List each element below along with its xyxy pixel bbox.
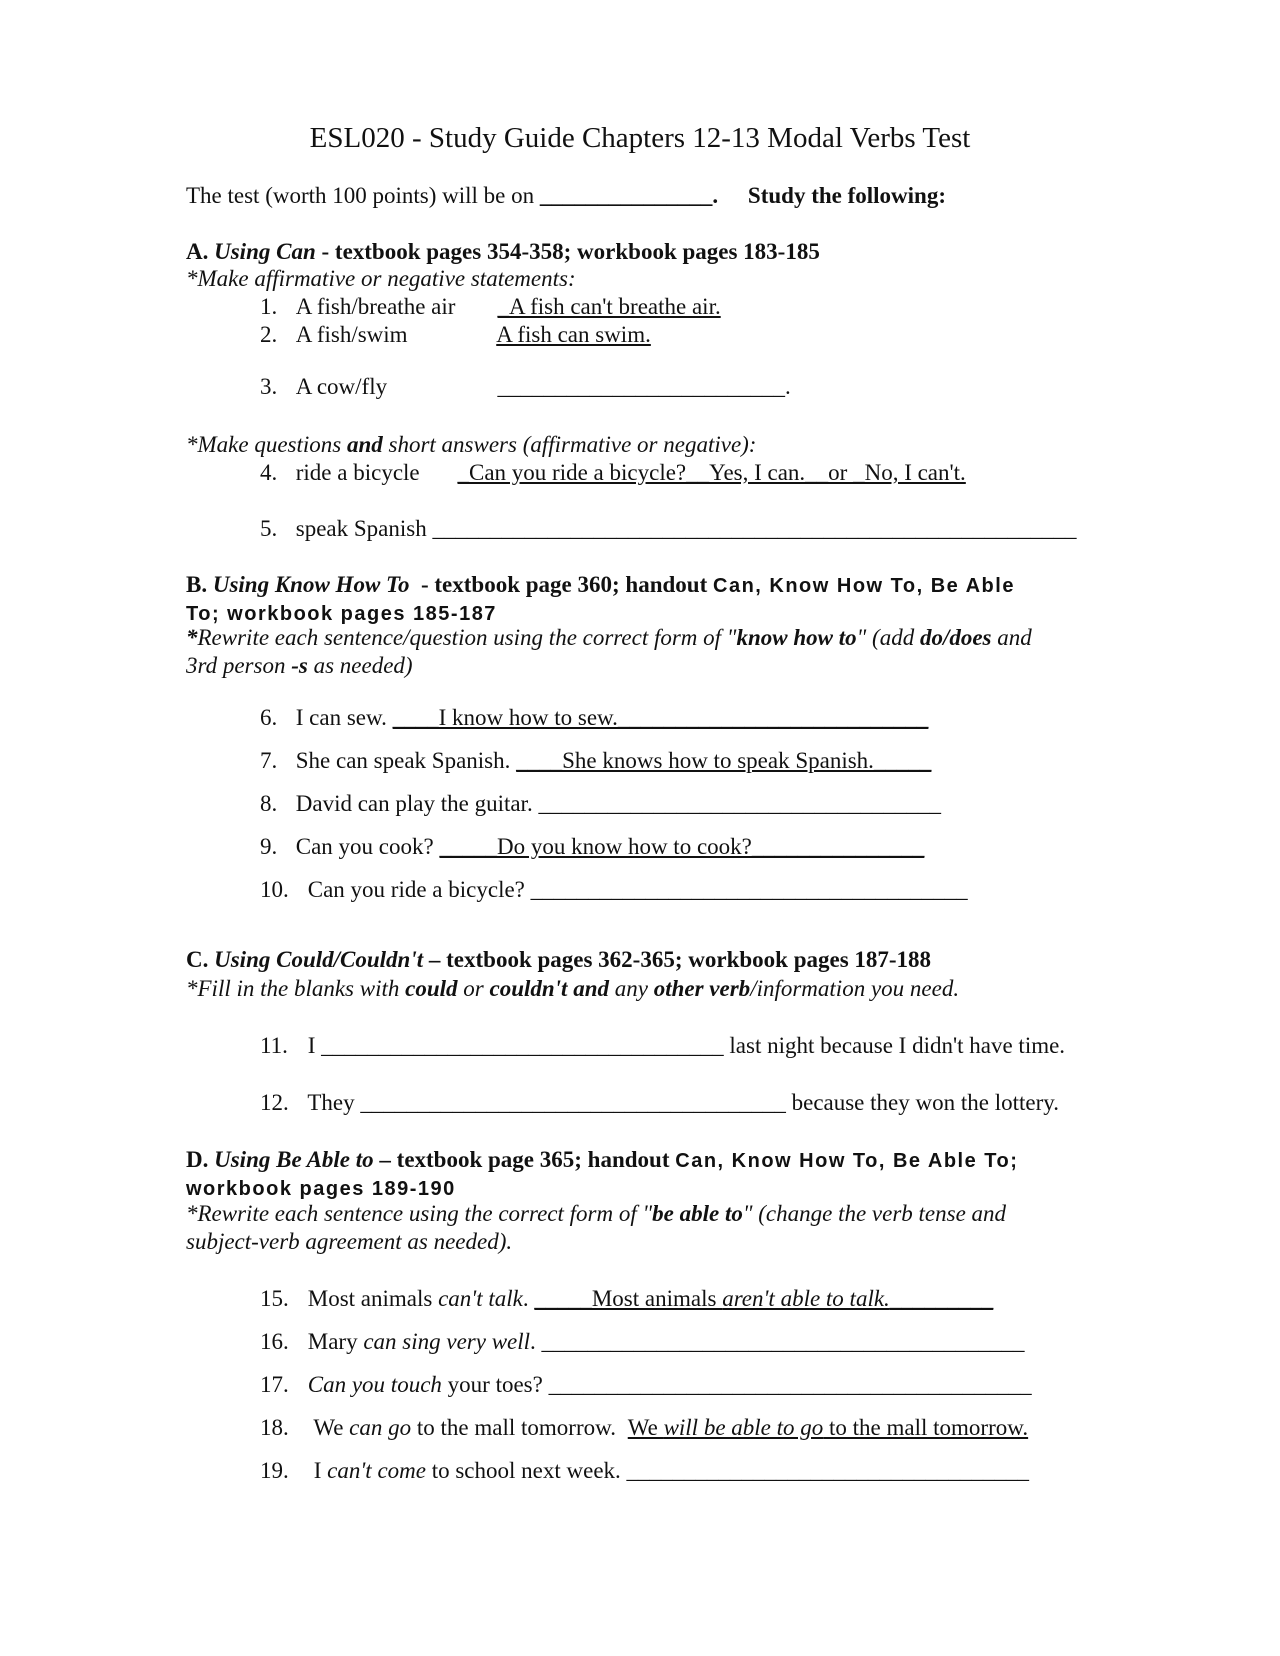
item-18-answer-c: to the mall tomorrow. [823, 1415, 1029, 1440]
item-2-prompt: A fish/swim [295, 322, 408, 347]
item-15-number: 15. [260, 1286, 289, 1311]
item-2-number: 2. [260, 322, 278, 347]
item-15 [260, 1285, 993, 1314]
item-16-prompt-c: . [530, 1329, 536, 1354]
item-1-prompt: A fish/breathe air [295, 294, 456, 319]
item-10 [260, 876, 968, 905]
item-16-answer-blank: __________________________________________ [541, 1329, 1025, 1354]
item-17-prompt-a: Can you touch [307, 1372, 442, 1397]
item-3-number: 3. [260, 374, 278, 399]
item-11 [260, 1032, 1065, 1061]
instr-2-part-b: and [346, 432, 383, 457]
item-7 [260, 747, 931, 776]
item-8 [260, 790, 941, 819]
item-16 [260, 1328, 1025, 1357]
section-d-heading [186, 1146, 1018, 1175]
section-b-instruction-2 [186, 652, 413, 681]
intro-line [186, 182, 946, 211]
item-2 [260, 321, 651, 350]
section-d-pages: – textbook page 365; handout [373, 1147, 676, 1172]
item-7-number: 7. [260, 748, 278, 773]
section-c-instr-2: could [405, 976, 458, 1001]
item-8-prompt: David can play the guitar. [295, 791, 533, 816]
item-18-answer-b: will be able to go [663, 1415, 824, 1440]
item-9-prompt: Can you cook? [295, 834, 434, 859]
item-18-prompt-a: We [313, 1415, 350, 1440]
item-12-end: because they won the lottery. [791, 1090, 1059, 1115]
section-b-instr-4: do/does [919, 625, 992, 650]
item-1 [260, 293, 721, 322]
item-15-prompt-c: . [522, 1286, 529, 1311]
item-10-answer-blank: ______________________________________ [530, 877, 968, 902]
item-19-prompt-a: I [313, 1458, 328, 1483]
item-17-number: 17. [260, 1372, 289, 1397]
item-16-prompt-b: can sing very well [363, 1329, 531, 1354]
section-c-pages: – textbook pages 362-365; workbook pages 187-188 [423, 947, 932, 972]
item-15-answer [534, 1286, 993, 1311]
item-1-answer: _A fish can't breathe air. [497, 294, 721, 319]
item-1-number: 1. [260, 294, 278, 319]
item-11-number: 11. [260, 1033, 288, 1058]
section-b-pages: - textbook page 360; handout [409, 572, 713, 597]
item-18-answer-a: We [627, 1415, 664, 1440]
section-d-instr-3: " (change the verb tense and [742, 1201, 1007, 1226]
item-3 [260, 373, 791, 402]
item-8-answer-blank: ___________________________________ [538, 791, 941, 816]
section-c-instruction [186, 975, 959, 1004]
item-4-number: 4. [260, 460, 278, 485]
instr-2-part-a: *Make questions [186, 432, 347, 457]
item-18-number: 18. [260, 1415, 289, 1440]
item-16-prompt-a: Mary [307, 1329, 364, 1354]
section-d-letter: D. [186, 1147, 209, 1172]
page-title: ESL020 - Study Guide Chapters 12-13 Modal Verbs Test [309, 122, 971, 154]
section-d-handout-line-2: workbook pages 189-190 [186, 1178, 456, 1200]
section-d-handout-line-1: Can, Know How To, Be Able To; [675, 1150, 1019, 1172]
item-5-number: 5. [260, 516, 278, 541]
section-c-instr-4: couldn't and [489, 976, 609, 1001]
item-15-prompt-b: can't talk [438, 1286, 523, 1311]
item-19 [260, 1457, 1029, 1486]
item-6-answer: ____I know how to sew.___________________________ [392, 705, 929, 730]
section-b-letter: B. [186, 572, 208, 597]
item-9-number: 9. [260, 834, 278, 859]
item-10-prompt: Can you ride a bicycle? [307, 877, 525, 902]
section-d-title: Using Be Able to [214, 1147, 374, 1172]
item-19-prompt-b: can't come [327, 1458, 426, 1483]
item-6-prompt: I can sew. [295, 705, 387, 730]
item-18-prompt-b: can go [349, 1415, 412, 1440]
section-b-instr-3: " (add [856, 625, 920, 650]
item-12-blank: _____________________________________ [360, 1090, 786, 1115]
section-d-instruction-2: subject-verb agreement as needed). [186, 1229, 513, 1254]
section-c-instr-3: or [457, 976, 490, 1001]
item-18-answer [628, 1415, 1028, 1440]
item-15-answer-c: _________ [889, 1286, 994, 1311]
section-c-instr-1: *Fill in the blanks with [186, 976, 406, 1001]
section-b-instruction-1 [186, 624, 1032, 653]
item-6-number: 6. [260, 705, 278, 730]
section-b-heading [186, 571, 1015, 600]
section-b-instr-1: Rewrite each sentence/question using the correct form of " [197, 625, 737, 650]
item-12-start: They [307, 1090, 355, 1115]
item-4 [260, 459, 966, 488]
test-date-blank: _______________. [539, 183, 719, 208]
study-label: Study the following: [747, 183, 946, 208]
item-3-prompt: A cow/fly [295, 374, 388, 399]
section-c-letter: C. [186, 947, 209, 972]
item-11-start: I [307, 1033, 316, 1058]
section-a-instruction-1: *Make affirmative or negative statements: [186, 266, 576, 291]
section-d-instr-1: *Rewrite each sentence using the correct form of " [186, 1201, 653, 1226]
section-c-instr-5: any [609, 976, 654, 1001]
item-3-answer-blank: _________________________. [497, 374, 791, 399]
item-9 [260, 833, 924, 862]
item-19-prompt-c: to school next week. [425, 1458, 621, 1483]
item-15-answer-a: _____Most animals [534, 1286, 723, 1311]
item-12 [260, 1089, 1059, 1118]
section-d-instr-2: be able to [652, 1201, 743, 1226]
item-8-number: 8. [260, 791, 278, 816]
item-6 [260, 704, 928, 733]
item-9-answer: _____Do you know how to cook?_______________ [439, 834, 925, 859]
item-5-prompt: speak Spanish [295, 516, 427, 541]
item-11-end: last night because I didn't have time. [729, 1033, 1066, 1058]
item-7-prompt: She can speak Spanish. [295, 748, 511, 773]
section-c-heading [186, 946, 931, 975]
section-b-handout-line-2: To; workbook pages 185-187 [186, 603, 497, 625]
section-b-title: Using Know How To [212, 572, 410, 597]
section-d-instruction-1 [186, 1200, 1006, 1229]
section-c-instr-6: other verb [653, 976, 751, 1001]
item-11-blank: ___________________________________ [321, 1033, 724, 1058]
section-b-instr-line2-a: 3rd person [186, 653, 292, 678]
item-5 [260, 515, 1076, 544]
section-c-title: Using Could/Couldn't [214, 947, 424, 972]
item-4-prompt: ride a bicycle [295, 460, 420, 485]
intro-text: The test (worth 100 points) will be on [186, 183, 535, 208]
section-a-instruction-2 [186, 431, 756, 460]
section-a-title: Using Can [214, 239, 316, 264]
section-b-handout-line-1: Can, Know How To, Be Able [713, 575, 1015, 597]
item-18 [260, 1414, 1028, 1443]
item-2-answer: A fish can swim. [496, 322, 651, 347]
item-5-answer-blank: ________________________________________________________ [432, 516, 1077, 541]
section-b-instr-2: know how to [736, 625, 857, 650]
section-b-instr-line2-c: as needed) [307, 653, 413, 678]
item-17-answer-blank: __________________________________________ [548, 1372, 1032, 1397]
item-17 [260, 1371, 1032, 1400]
section-c-instr-7: /information you need. [750, 976, 960, 1001]
item-4-answer: _Can you ride a bicycle?__Yes, I can.__or _No, I can't. [457, 460, 966, 485]
item-15-prompt-a: Most animals [307, 1286, 439, 1311]
section-a-letter: A. [186, 239, 209, 264]
item-15-answer-b: aren't able to talk. [722, 1286, 890, 1311]
item-19-answer-blank: ___________________________________ [626, 1458, 1030, 1483]
item-10-number: 10. [260, 877, 289, 902]
item-12-number: 12. [260, 1090, 289, 1115]
section-a-heading [186, 238, 820, 267]
section-b-instr-star: * [186, 625, 198, 650]
section-d-heading-line-2 [186, 1174, 456, 1203]
section-b-instr-5: and [991, 625, 1032, 650]
item-7-answer: ____She knows how to speak Spanish._____ [516, 748, 932, 773]
item-16-number: 16. [260, 1329, 289, 1354]
item-17-prompt-b: your toes? [441, 1372, 543, 1397]
section-a-pages: - textbook pages 354-358; workbook pages 183-185 [315, 239, 820, 264]
section-b-instr-line2-b: -s [291, 653, 308, 678]
instr-2-part-c: short answers (affirmative or negative): [382, 432, 757, 457]
item-18-prompt-c: to the mall tomorrow. [411, 1415, 616, 1440]
item-19-number: 19. [260, 1458, 289, 1483]
